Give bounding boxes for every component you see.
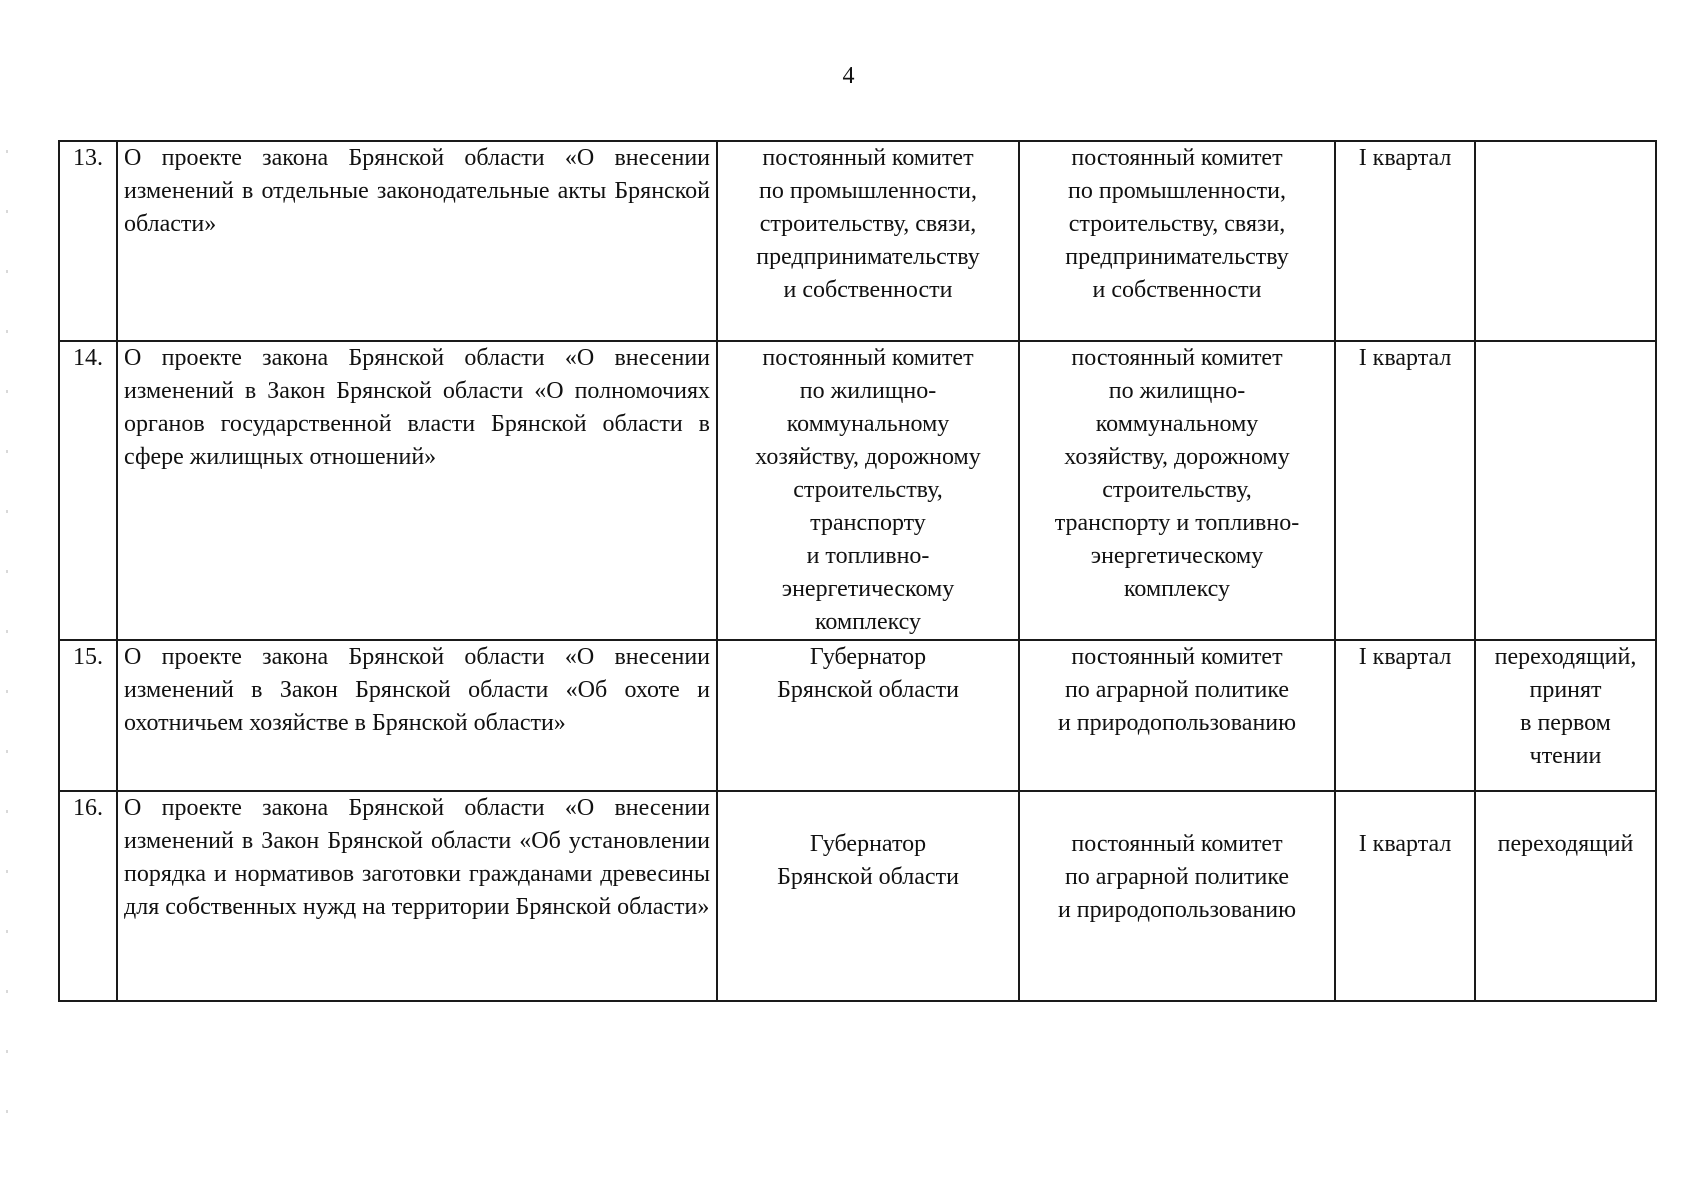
bill-title: О проекте закона Брянской области «О внесении изменений в Закон Брянской области «Об охоте и охотничьем хозяйстве в Брянской области»	[117, 640, 717, 791]
cell-line: постоянный комитет	[1071, 345, 1283, 371]
cell-line: постоянный комитет	[1071, 145, 1283, 171]
cell-line: Губернатор	[809, 831, 927, 857]
cell-line: принят	[1529, 677, 1602, 703]
cell-line: постоянный комитет	[762, 345, 974, 371]
table-row	[59, 141, 1656, 341]
cell-line: постоянный комитет	[1071, 644, 1283, 670]
cell-line: энергетическому	[781, 576, 955, 602]
cell-line: по промышленности,	[759, 178, 977, 204]
responsible-cell	[1019, 640, 1335, 791]
cell-line: комплексу	[1123, 576, 1231, 602]
cell-line: и собственности	[1092, 277, 1262, 303]
cell-line: строительству, связи,	[759, 211, 977, 237]
cell-line: в первом	[1520, 710, 1611, 736]
note-cell	[1475, 791, 1656, 1001]
cell-line: хозяйству, дорожному	[1064, 444, 1290, 470]
cell-line: коммунальному	[786, 411, 950, 437]
cell-line: Брянской области	[777, 677, 959, 703]
cell-line: переходящий	[1497, 831, 1634, 857]
table-row	[59, 791, 1656, 1001]
cell-line: и природопользованию	[1057, 710, 1297, 736]
table-row	[59, 341, 1656, 640]
cell-line: по жилищно-	[799, 378, 937, 404]
cell-line: комплексу	[814, 609, 922, 635]
cell-line: транспорту	[810, 510, 926, 536]
term-cell: I квартал	[1335, 141, 1475, 341]
cell-line: транспорту и топливно-	[1054, 510, 1300, 536]
cell-line: и топливно-	[806, 543, 930, 569]
cell-line: и природопользованию	[1057, 897, 1297, 923]
developer-cell	[717, 141, 1019, 341]
legislative-plan-table	[58, 140, 1657, 1002]
cell-line: чтении	[1529, 743, 1602, 769]
responsible-cell	[1019, 341, 1335, 640]
bill-title: О проекте закона Брянской области «О внесении изменений в Закон Брянской области «Об установлении порядка и нормативов заготовки гражданами древесины для собственных нужд на территории Брянской области»	[117, 791, 717, 1001]
cell-line: строительству,	[793, 477, 943, 503]
cell-line: по жилищно-	[1108, 378, 1246, 404]
cell-line: по аграрной политике	[1064, 677, 1290, 703]
cell-line: постоянный комитет	[762, 145, 974, 171]
cell-line: и собственности	[783, 277, 953, 303]
cell-line: энергетическому	[1090, 543, 1264, 569]
term-cell: I квартал	[1335, 640, 1475, 791]
note-cell	[1475, 141, 1656, 341]
cell-line: строительству, связи,	[1068, 211, 1286, 237]
cell-line: хозяйству, дорожному	[755, 444, 981, 470]
bill-title: О проекте закона Брянской области «О внесении изменений в Закон Брянской области «О полномочиях органов государственной власти Брянской области в сфере жилищных отношений»	[117, 341, 717, 640]
cell-line: предпринимательству	[1065, 244, 1289, 270]
page-number: 4	[842, 63, 855, 89]
scan-edge-marks	[6, 150, 8, 1150]
cell-line: коммунальному	[1095, 411, 1259, 437]
developer-cell	[717, 341, 1019, 640]
cell-line: по аграрной политике	[1064, 864, 1290, 890]
bill-title: О проекте закона Брянской области «О внесении изменений в отдельные законодательные акты Брянской области»	[117, 141, 717, 341]
responsible-cell	[1019, 791, 1335, 1001]
cell-line: переходящий,	[1494, 644, 1637, 670]
responsible-cell	[1019, 141, 1335, 341]
cell-line: Брянской области	[777, 864, 959, 890]
row-number: 16.	[59, 791, 117, 1001]
row-number: 15.	[59, 640, 117, 791]
cell-line: строительству,	[1102, 477, 1252, 503]
row-number: 13.	[59, 141, 117, 341]
row-number: 14.	[59, 341, 117, 640]
developer-cell	[717, 791, 1019, 1001]
term-cell: I квартал	[1335, 791, 1475, 1001]
term-cell: I квартал	[1335, 341, 1475, 640]
cell-line: предпринимательству	[756, 244, 980, 270]
note-cell	[1475, 341, 1656, 640]
cell-line: постоянный комитет	[1071, 831, 1283, 857]
table-row	[59, 640, 1656, 791]
cell-line: Губернатор	[809, 644, 927, 670]
developer-cell	[717, 640, 1019, 791]
note-cell	[1475, 640, 1656, 791]
cell-line: по промышленности,	[1068, 178, 1286, 204]
